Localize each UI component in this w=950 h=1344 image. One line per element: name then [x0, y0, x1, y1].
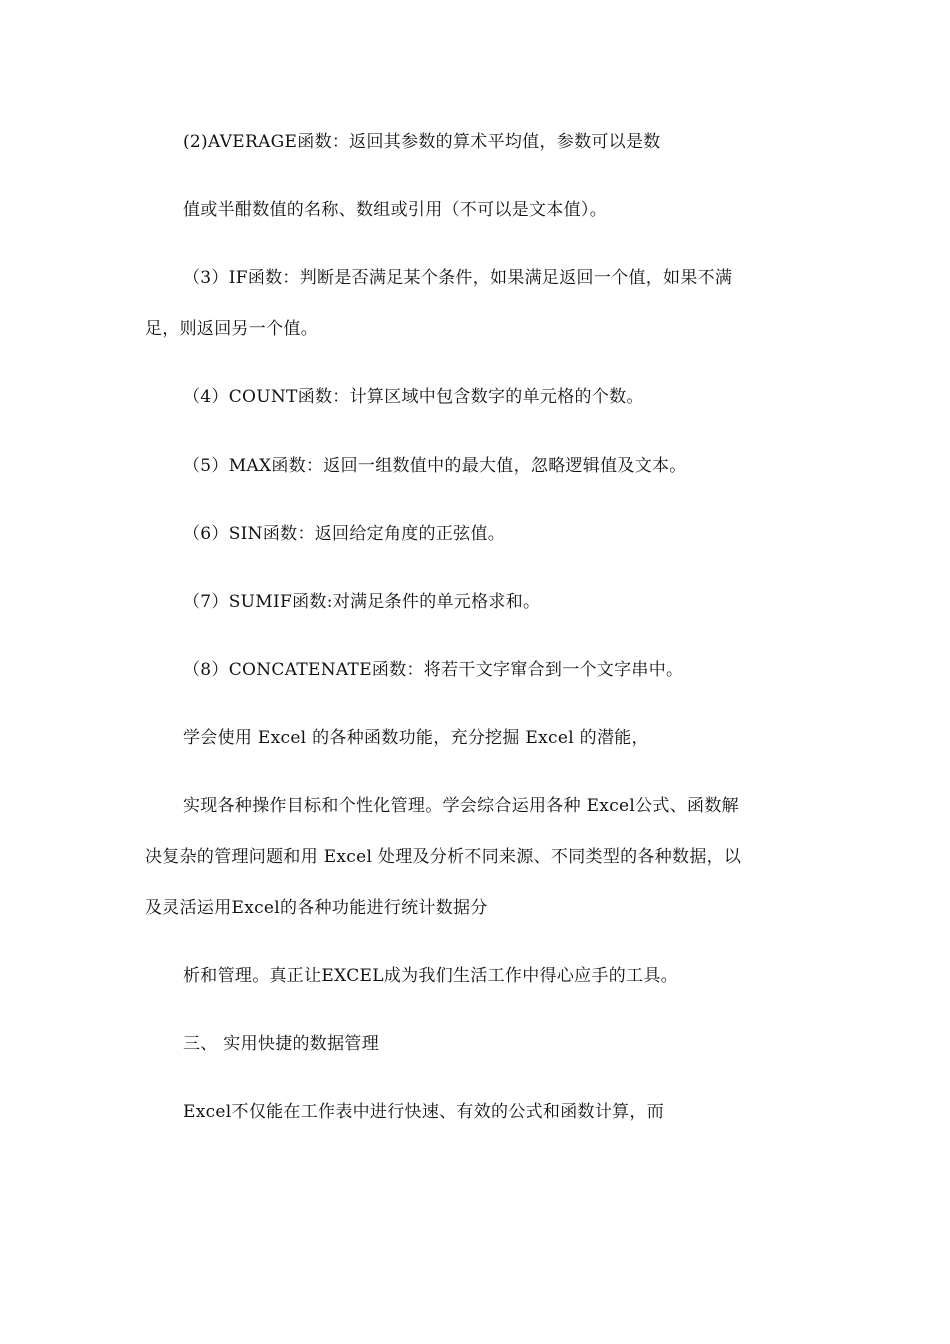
paragraph-line: 学会使用 Excel 的各种函数功能，充分挖掘 Excel 的潜能， [183, 728, 649, 748]
paragraph-line: （7）SUMIF函数:对满足条件的单元格求和。 [183, 592, 541, 612]
paragraph-line: （4）COUNT函数：计算区域中包含数字的单元格的个数。 [183, 387, 644, 407]
paragraph-line: 及灵活运用Excel的各种功能进行统计数据分 [145, 898, 488, 918]
paragraph-line: 析和管理。真正让EXCEL成为我们生活工作中得心应手的工具。 [183, 966, 678, 986]
paragraph-line: 足，则返回另一个值。 [145, 319, 318, 339]
paragraph-line: （3）IF函数：判断是否满足某个条件，如果满足返回一个值，如果不满 [183, 268, 733, 288]
paragraph-line: （5）MAX函数：返回一组数值中的最大值，忽略逻辑值及文本。 [183, 456, 687, 476]
paragraph-line: (2)AVERAGE函数：返回其参数的算术平均值，参数可以是数 [183, 132, 661, 152]
paragraph-line: （8）CONCATENATE函数：将若干文字窜合到一个文字串中。 [183, 660, 684, 680]
paragraph-line: （6）SIN函数：返回给定角度的正弦值。 [183, 524, 506, 544]
paragraph-line: 实现各种操作目标和个性化管理。学会综合运用各种 Excel公式、函数解 [183, 796, 739, 816]
section-heading: 三、 实用快捷的数据管理 [183, 1034, 380, 1054]
paragraph-line: Excel不仅能在工作表中进行快速、有效的公式和函数计算，而 [183, 1102, 665, 1122]
paragraph-line: 决复杂的管理问题和用 Excel 处理及分析不同来源、不同类型的各种数据，以 [145, 847, 742, 867]
paragraph-line: 值或半酣数值的名称、数组或引用（不可以是文本值）。 [183, 200, 607, 220]
